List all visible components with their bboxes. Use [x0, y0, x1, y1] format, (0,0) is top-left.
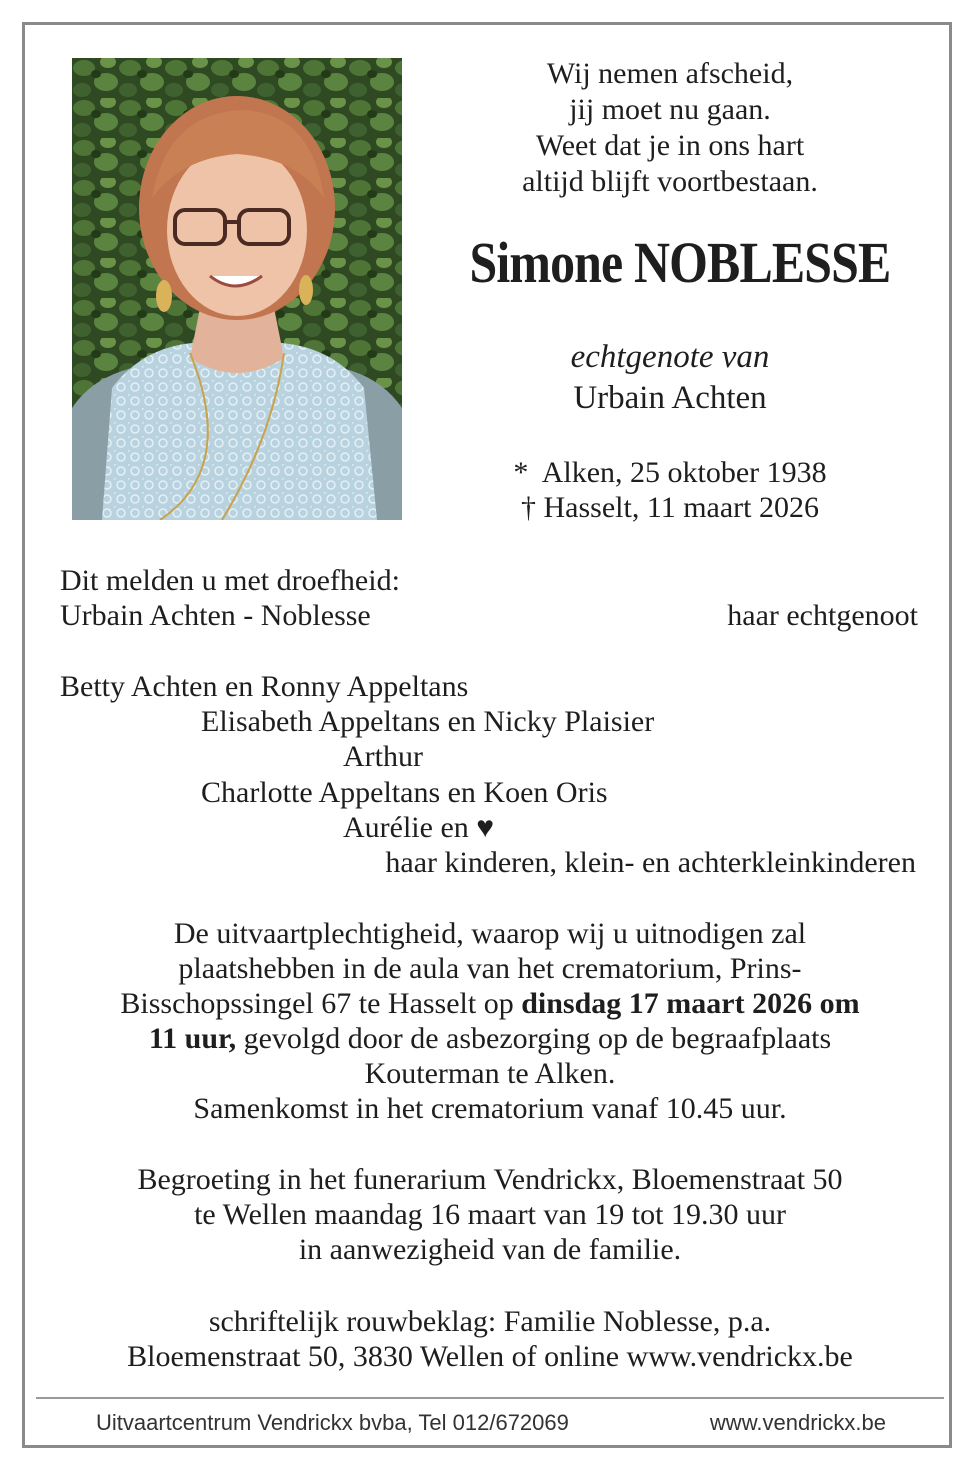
visitation-line: te Wellen maandag 16 maart van 19 tot 19.30 uur [194, 1198, 786, 1231]
life-dates [430, 455, 910, 525]
relation-label: echtgenote van [570, 339, 770, 375]
poem-line: altijd blijft voortbestaan. [522, 165, 818, 198]
poem-line: Weet dat je in ons hart [535, 129, 805, 162]
ceremony-time: 11 uur, [148, 1022, 237, 1055]
condolence-text [40, 1304, 940, 1374]
ceremony-date: dinsdag 17 maart 2026 om [521, 987, 860, 1020]
family-member: Aurélie en ♥ [343, 811, 495, 844]
ceremony-text [40, 916, 940, 1126]
ceremony-followup: gevolgd door de asbezorging op de begraafplaats [236, 1022, 832, 1055]
footer-website[interactable]: www.vendrickx.be [709, 1410, 886, 1435]
ceremony-line: plaatshebben in de aula van het crematorium, Prins- [178, 952, 802, 985]
footer-divider [36, 1397, 944, 1399]
ceremony-line: De uitvaartplechtigheid, waarop wij u uitnodigen zal [173, 917, 807, 950]
portrait-photo [72, 58, 402, 520]
footer-company: Uitvaartcentrum Vendrickx bvba, Tel 012/672069 [96, 1410, 569, 1435]
death-date: † Hasselt, 11 maart 2026 [521, 491, 819, 524]
family-member: Charlotte Appeltans en Koen Oris [201, 776, 608, 809]
poem [430, 56, 910, 200]
family-member: Arthur [343, 740, 423, 773]
ceremony-location: Bisschopssingel 67 te Hasselt op [120, 987, 522, 1020]
birth-date: * Alken, 25 oktober 1938 [513, 456, 827, 489]
poem-line: jij moet nu gaan. [569, 93, 771, 126]
deceased-name: Simone NOBLESSE [469, 230, 891, 295]
spouse-name: Urbain Achten [573, 380, 767, 416]
family-role: haar kinderen, klein- en achterkleinkinderen [385, 846, 916, 879]
spouse-entry: Urbain Achten - Noblesse [60, 599, 371, 632]
family-member: Elisabeth Appeltans en Nicky Plaisier [201, 705, 655, 738]
announcement-intro: Dit melden u met droefheid: [60, 564, 400, 597]
visitation-text [40, 1162, 940, 1267]
ceremony-line: Kouterman te Alken. [364, 1057, 616, 1090]
spouse-role: haar echtgenoot [727, 599, 918, 632]
family-member: Betty Achten en Ronny Appeltans [60, 670, 469, 703]
visitation-line: in aanwezigheid van de familie. [298, 1233, 682, 1266]
visitation-line: Begroeting in het funerarium Vendrickx, Bloemenstraat 50 [137, 1163, 843, 1196]
condolence-line: Bloemenstraat 50, 3830 Wellen of online www.vendrickx.be [127, 1340, 853, 1373]
ceremony-line [40, 986, 940, 1021]
poem-line: Wij nemen afscheid, [546, 57, 794, 90]
ceremony-line [40, 1021, 940, 1056]
ceremony-line: Samenkomst in het crematorium vanaf 10.45 uur. [193, 1092, 787, 1125]
condolence-line: schriftelijk rouwbeklag: Familie Noblesse, p.a. [208, 1305, 772, 1338]
